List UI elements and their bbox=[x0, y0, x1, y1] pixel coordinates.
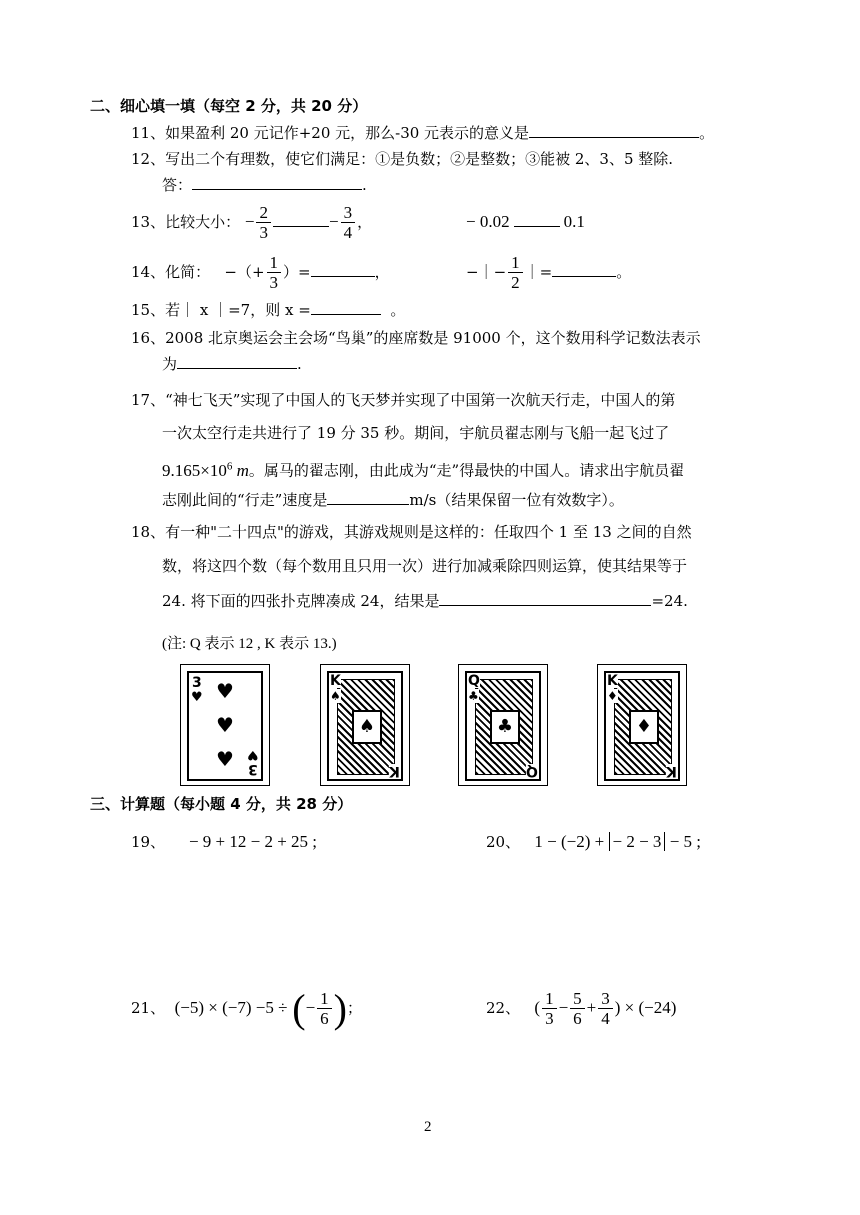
q14-end: 。 bbox=[616, 263, 632, 281]
q14-a-den: 3 bbox=[269, 272, 279, 292]
card-1-suit-small: ♥ bbox=[191, 690, 203, 705]
q20-expression bbox=[534, 832, 701, 851]
card-1-rank-bottom: 3 bbox=[248, 761, 258, 777]
q20-number: 20、 bbox=[486, 833, 521, 851]
heart-icon: ♥ bbox=[216, 679, 234, 703]
playing-card-3-hearts bbox=[180, 664, 270, 786]
question-14 bbox=[131, 250, 390, 294]
question-15 bbox=[131, 300, 405, 320]
q16-end: . bbox=[297, 355, 302, 373]
q18-line3b: =24. bbox=[651, 592, 688, 610]
q21-end: ； bbox=[347, 999, 363, 1017]
question-11 bbox=[131, 123, 714, 143]
q14-b-open: −｜− bbox=[466, 263, 507, 281]
q21-expression: (−5) × (−7) −5 ÷ bbox=[174, 998, 288, 1017]
q14-blank-1[interactable] bbox=[311, 262, 375, 277]
q16-answer-blank[interactable] bbox=[177, 354, 297, 369]
q22-f3-den: 4 bbox=[601, 1008, 610, 1028]
q13-b-left: − 0.02 bbox=[466, 212, 510, 231]
card-3-suit-small: ♣ bbox=[468, 689, 479, 703]
q14-fraction-a bbox=[267, 254, 282, 293]
q14-a-open: −（+ bbox=[224, 263, 265, 281]
question-16-line-2 bbox=[162, 354, 302, 374]
q20-expr-a: 1 − (−2) + bbox=[534, 832, 609, 851]
q13-fraction-1 bbox=[256, 204, 271, 243]
q22-tail: ) × (−24) bbox=[614, 998, 677, 1017]
king-face-image bbox=[614, 679, 672, 775]
q13-blank-1[interactable] bbox=[273, 212, 329, 227]
q22-fraction-2 bbox=[570, 990, 585, 1029]
q18-answer-blank[interactable] bbox=[439, 591, 651, 606]
q13-f1-den: 3 bbox=[259, 222, 268, 242]
q17-line3-text: 。属马的翟志刚，由此成为“走”得最快的中国人。请求出宇航员翟 bbox=[248, 461, 685, 480]
q15-answer-blank[interactable] bbox=[311, 300, 381, 315]
q11-answer-blank[interactable] bbox=[529, 123, 699, 138]
q13-label: 13、比较大小： bbox=[131, 213, 241, 231]
question-18-line-3 bbox=[162, 591, 688, 611]
q15-end: 。 bbox=[390, 301, 406, 319]
q21-fraction bbox=[317, 990, 332, 1029]
q17-answer-blank[interactable] bbox=[327, 490, 409, 505]
q15-text: 15、若｜ x ｜=7，则 x = bbox=[131, 301, 311, 319]
card-4-suit-small: ♦ bbox=[607, 689, 618, 703]
card-3-rank: Q bbox=[468, 673, 480, 689]
question-21: 21、 (−5) × (−7) −5 ÷ (− $\frac{1}{6}$ )； bbox=[131, 986, 363, 1031]
q11-end: 。 bbox=[699, 124, 715, 142]
playing-card-k-spades bbox=[320, 664, 410, 786]
q14-b-den: 2 bbox=[511, 272, 520, 292]
question-17-line-4 bbox=[162, 490, 624, 510]
q17-line4b: m/s（结果保留一位有效数字）。 bbox=[409, 491, 624, 509]
q22-f2-num: 5 bbox=[570, 990, 585, 1009]
q13-comma: ， bbox=[357, 213, 373, 231]
diamond-icon: ♦ bbox=[629, 710, 659, 744]
q14-fraction-b bbox=[508, 254, 523, 293]
q12-answer-blank[interactable] bbox=[192, 175, 362, 190]
q16-prefix: 为 bbox=[162, 355, 178, 373]
q14-comma: ， bbox=[374, 263, 390, 281]
king-face-image bbox=[337, 679, 395, 775]
question-20 bbox=[486, 832, 701, 852]
card-2-suit-small: ♠ bbox=[330, 689, 341, 703]
question-17-line-2: 一次太空行走共进行了 19 分 35 秒。期间，宇航员翟志刚与飞船一起飞过了 bbox=[162, 424, 670, 442]
q13-f2-den: 4 bbox=[343, 222, 353, 242]
question-13: 13、比较大小： − $\frac{2}{3}$ − $\frac{3}{4}$ ， bbox=[131, 202, 373, 242]
q20-expr-b: − 5 ; bbox=[665, 832, 701, 851]
q12-answer-label: 答： bbox=[162, 176, 193, 194]
section-2-heading: 二、细心填一填（每空 2 分，共 20 分） bbox=[90, 97, 368, 115]
q19-expression: − 9 + 12 − 2 + 25 ; bbox=[188, 832, 318, 851]
q22-fraction-1 bbox=[542, 990, 557, 1029]
q12-end: . bbox=[362, 176, 367, 194]
q14-a-close: ）= bbox=[283, 263, 311, 281]
q21-f-den: 6 bbox=[320, 1008, 329, 1028]
q22-fraction-3 bbox=[598, 990, 613, 1029]
q13-f1-num: 2 bbox=[256, 204, 271, 223]
question-18-note: (注: Q 表示 12 , K 表示 13.) bbox=[162, 636, 337, 652]
q22-f1-num: 1 bbox=[542, 990, 557, 1009]
question-14-part-b bbox=[466, 250, 631, 294]
q21-number: 21、 bbox=[131, 999, 166, 1017]
q22-number: 22、 bbox=[486, 999, 521, 1017]
q17-line4a: 志刚此间的“行走”速度是 bbox=[162, 491, 328, 509]
q18-line3a: 24. 将下面的四张扑克牌凑成 24，结果是 bbox=[162, 592, 440, 610]
q22-f1-den: 3 bbox=[545, 1008, 554, 1028]
q20-abs-value: − 2 − 3 bbox=[609, 832, 666, 851]
q13-blank-2[interactable] bbox=[514, 212, 560, 227]
question-22: 22、 ( $\frac{1}{3}$ − $\frac{5}{6}$ + $\frac{3}{4}$ ) × (−24) bbox=[486, 988, 677, 1028]
q11-text: 11、如果盈利 20 元记作+20 元，那么-30 元表示的意义是 bbox=[131, 124, 530, 142]
q13-f2-num: 3 bbox=[341, 204, 356, 223]
section-3-heading: 三、计算题（每小题 4 分，共 28 分） bbox=[90, 795, 353, 813]
question-18: 18、有一种"二十四点"的游戏，其游戏规则是这样的：任取四个 1 至 13 之间的自然 bbox=[131, 523, 692, 541]
queen-face-image bbox=[475, 679, 533, 775]
q21-f-num: 1 bbox=[317, 990, 332, 1009]
question-12: 12、写出二个有理数，使它们满足：①是负数；②是整数；③能被 2、3、5 整除. bbox=[131, 150, 674, 168]
q14-b-close: ｜= bbox=[524, 263, 553, 281]
q19-number: 19、 bbox=[131, 833, 166, 851]
heart-icon: ♥ bbox=[216, 747, 234, 771]
question-17-line-3 bbox=[162, 456, 684, 481]
q17-base: 9.165×10 bbox=[162, 460, 227, 480]
card-4-rank: K bbox=[607, 673, 618, 689]
card-1-suit-bottom: ♥ bbox=[247, 747, 259, 762]
card-4-rank-bottom: K bbox=[666, 763, 677, 779]
question-12-answer bbox=[162, 175, 367, 195]
page-number: 2 bbox=[424, 1119, 432, 1135]
club-icon: ♣ bbox=[490, 710, 520, 744]
question-16: 16、2008 北京奥运会主会场“鸟巢”的座席数是 91000 个，这个数用科学记数法表示 bbox=[131, 329, 701, 347]
question-13-part-b bbox=[466, 212, 585, 232]
question-19 bbox=[131, 832, 317, 852]
q17-unit: m bbox=[232, 460, 249, 480]
q14-blank-2[interactable] bbox=[552, 262, 616, 277]
q17-exponent: 6 bbox=[226, 460, 233, 472]
q22-f3-num: 3 bbox=[598, 990, 613, 1009]
playing-card-k-diamonds bbox=[597, 664, 687, 786]
question-18-line-2: 数，将这四个数（每个数用且只用一次）进行加减乘除四则运算，使其结果等于 bbox=[162, 557, 688, 575]
heart-icon: ♥ bbox=[216, 713, 234, 737]
q14-b-num: 1 bbox=[508, 254, 523, 273]
q14-a-num: 1 bbox=[267, 254, 282, 273]
card-1-rank: 3 bbox=[192, 675, 202, 691]
playing-card-q-clubs bbox=[458, 664, 548, 786]
q22-f2-den: 6 bbox=[573, 1008, 582, 1028]
card-2-rank: K bbox=[330, 673, 341, 689]
q13-b-right: 0.1 bbox=[563, 212, 585, 231]
q14-label: 14、化简： bbox=[131, 263, 211, 281]
question-17: 17、“神七飞天”实现了中国人的飞天梦并实现了中国第一次航天行走，中国人的第 bbox=[131, 391, 676, 409]
card-2-rank-bottom: K bbox=[389, 763, 400, 779]
card-3-rank-bottom: Q bbox=[526, 763, 538, 779]
spade-icon: ♠ bbox=[352, 710, 382, 744]
q13-fraction-2 bbox=[341, 204, 356, 243]
q17-distance bbox=[162, 461, 249, 480]
